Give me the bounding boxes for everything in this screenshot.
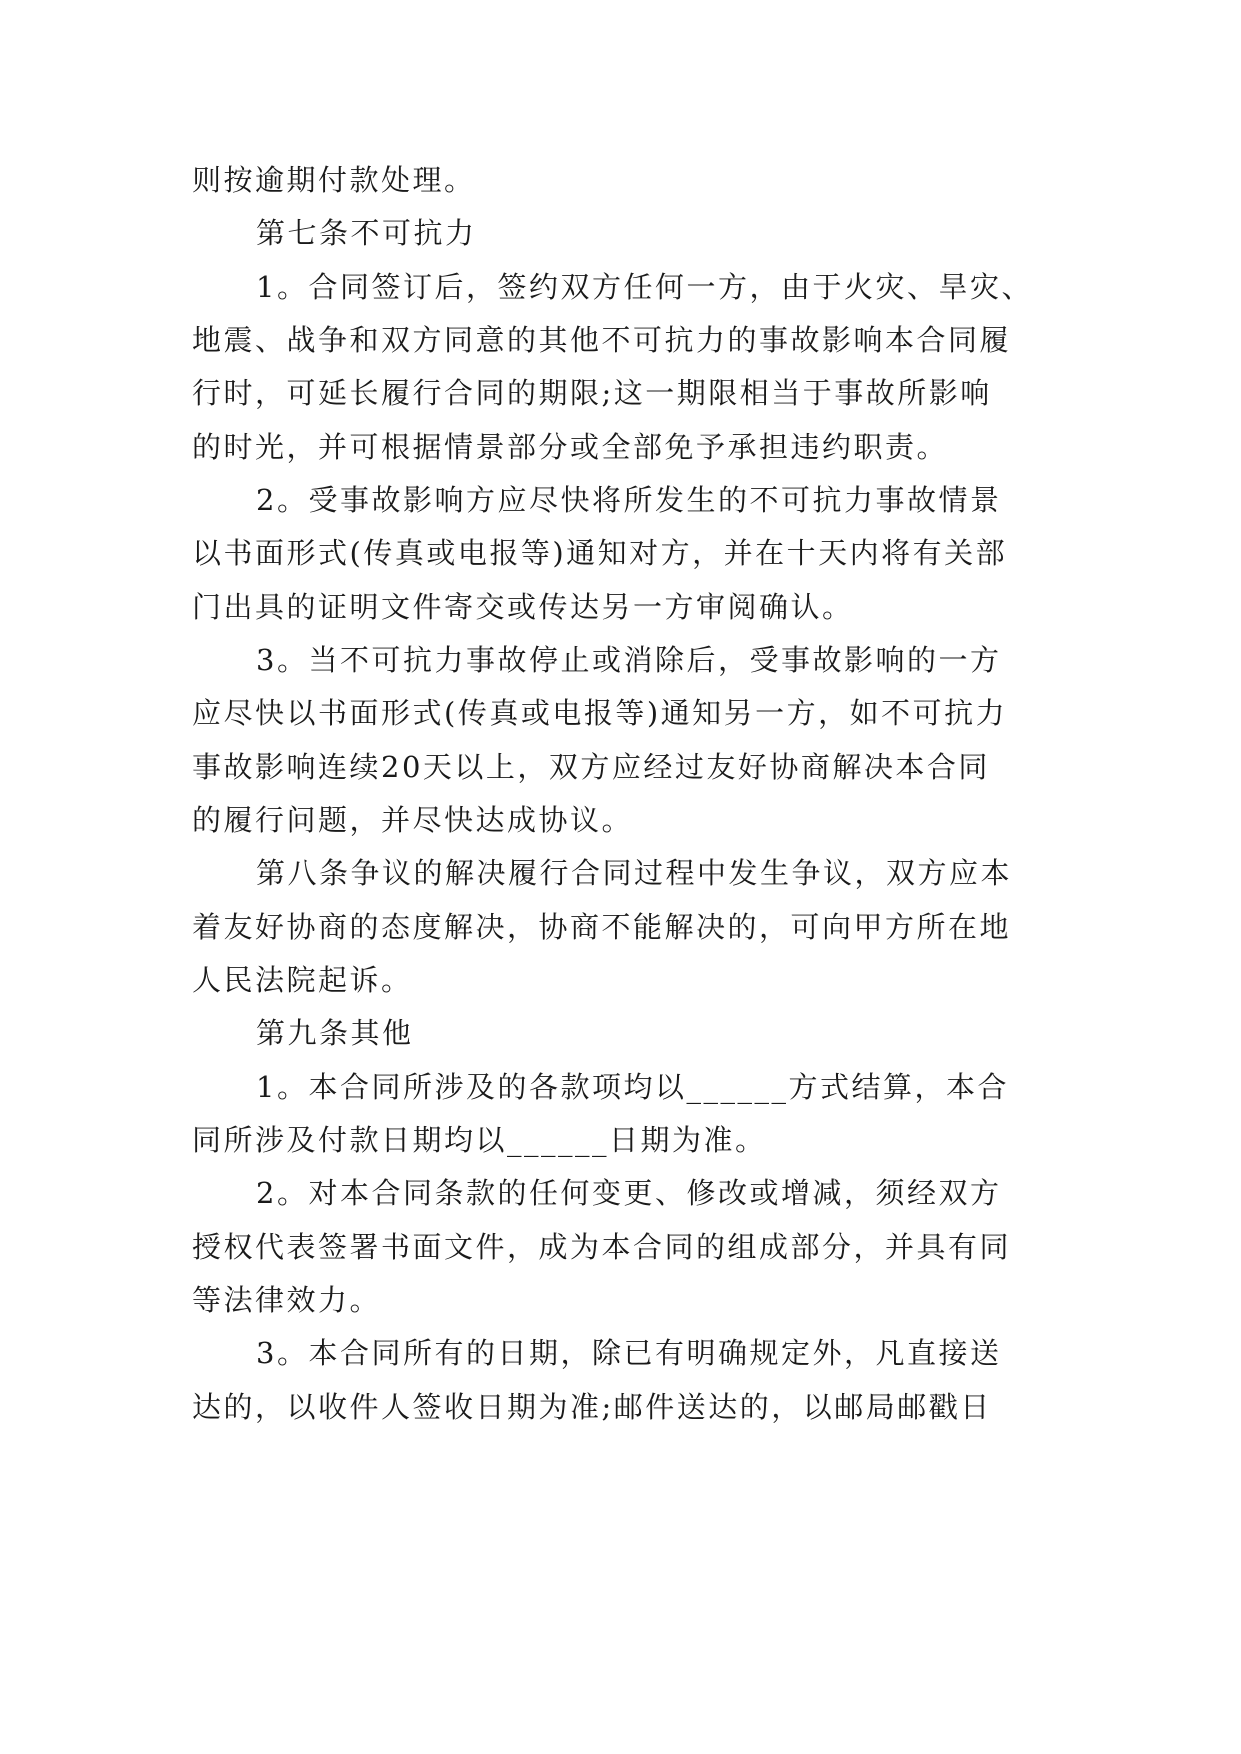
text-line: 门出具的证明文件寄交或传达另一方审阅确认。 <box>192 590 854 624</box>
text-line: 同所涉及付款日期均以______日期为准。 <box>192 1123 767 1157</box>
text-line: 1。本合同所涉及的各款项均以______方式结算，本合 <box>256 1070 1009 1104</box>
text-line: 事故影响连续20天以上，双方应经过友好协商解决本合同 <box>192 750 990 784</box>
text-line: 3。当不可抗力事故停止或消除后，受事故影响的一方 <box>256 643 1002 677</box>
text-line: 着友好协商的态度解决，协商不能解决的，可向甲方所在地 <box>192 910 1012 944</box>
text-line: 2。对本合同条款的任何变更、修改或增减，须经双方 <box>256 1176 1002 1210</box>
text-line: 2。受事故影响方应尽快将所发生的不可抗力事故情景 <box>256 483 1002 517</box>
text-line: 3。本合同所有的日期，除已有明确规定外，凡直接送 <box>256 1336 1002 1370</box>
text-line: 达的，以收件人签收日期为准;邮件送达的，以邮局邮戳日 <box>192 1390 992 1424</box>
text-line: 则按逾期付款处理。 <box>192 163 476 197</box>
text-line: 授权代表签署书面文件，成为本合同的组成部分，并具有同 <box>192 1230 1012 1264</box>
text-line: 等法律效力。 <box>192 1283 382 1317</box>
text-line: 1。合同签订后，签约双方任何一方，由于火灾、旱灾、 <box>256 270 1033 304</box>
section-heading: 第九条其他 <box>256 1016 414 1050</box>
text-line: 地震、战争和双方同意的其他不可抗力的事故影响本合同履 <box>192 323 1012 357</box>
section-heading: 第八条争议的解决履行合同过程中发生争议，双方应本 <box>256 856 1013 890</box>
text-line: 人民法院起诉。 <box>192 963 413 997</box>
text-line: 以书面形式(传真或电报等)通知对方，并在十天内将有关部 <box>192 536 1008 570</box>
text-line: 的履行问题，并尽快达成协议。 <box>192 803 634 837</box>
text-line: 的时光，并可根据情景部分或全部免予承担违约职责。 <box>192 430 949 464</box>
text-line: 应尽快以书面形式(传真或电报等)通知另一方，如不可抗力 <box>192 696 1008 730</box>
section-heading: 第七条不可抗力 <box>256 216 477 250</box>
text-line: 行时，可延长履行合同的期限;这一期限相当于事故所影响 <box>192 376 992 410</box>
